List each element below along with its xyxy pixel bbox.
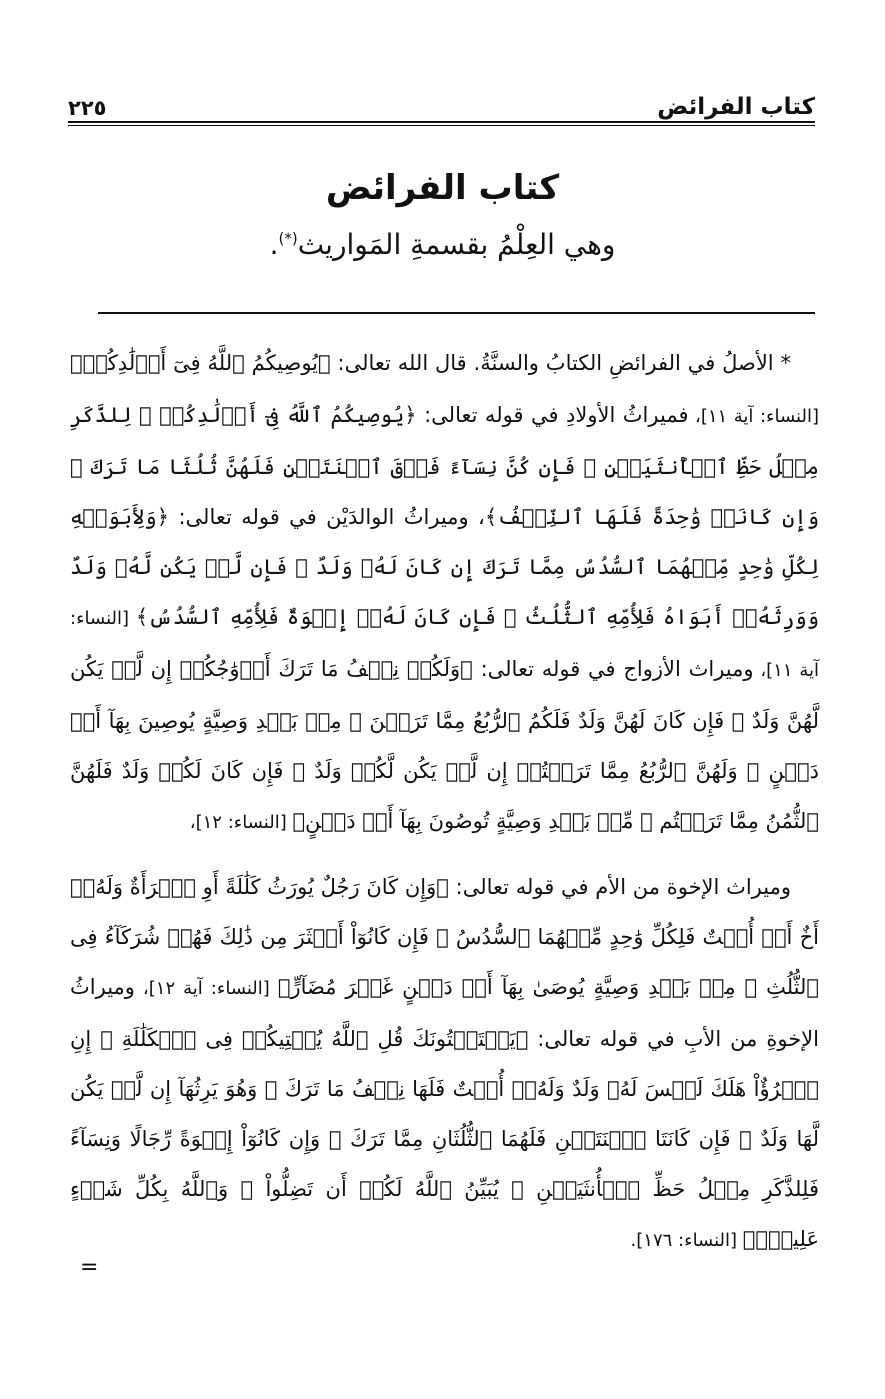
- verse-reference: [النساء: ١٢]،: [189, 812, 293, 833]
- paragraph-text: وميراث الإخوة من الأم في قوله تعالى:: [448, 875, 791, 899]
- running-title: كتاب الفرائض: [657, 94, 815, 120]
- paragraph: [70, 862, 819, 1266]
- quran-verse: ﴿وَإِن كَانَ رَجُلٌ يُورَثُ كَلَٰلَةً أَوِ ٱمۡرَأَةٌ وَلَهُۥٓ أَخٌ أَوۡ أُخۡتٌ فَلِكُلِّ وَٰحِدٍ مِّنۡهُمَا ٱلسُّدُسُ ۚ فَإِن كَانُوٓاْ أَكۡثَرَ مِن ذَٰلِكَ فَهُمۡ شُرَكَآءُ فِى ٱلثُّلُثِ ۚ مِنۢ بَعۡدِ وَصِيَّةٍ يُوصَىٰ بِهَآ أَوۡ دَيۡنٍ غَيۡرَ مُضَآرٍّ﴾: [70, 875, 820, 999]
- chapter-subtitle-text: وهي العِلْمُ بقسمةِ المَواريث: [297, 228, 616, 261]
- chapter-subtitle: وهي العِلْمُ بقسمةِ المَواريث(*).: [269, 228, 616, 261]
- paragraph: [70, 338, 819, 848]
- running-header: [68, 88, 815, 120]
- quran-verse: ﴿يُوصِيكُمُ ٱللَّهُ فِىٓ أَوۡلَٰدِكُمۡ ۖ لِلذَّكَرِ مِثۡلُ حَظِّ ٱلۡأُنثَيَيۡنِ ۚ فَإِن كُنَّ نِسَآءً فَوۡقَ ٱثۡنَتَيۡنِ فَلَهُنَّ ثُلُثَا مَا تَرَكَ ۖ وَإِن كَانَتۡ وَٰحِدَةً فَلَهَا ٱلنِّصۡفُ﴾: [70, 403, 820, 529]
- title-rule: [98, 312, 815, 314]
- body-text: [70, 338, 819, 1266]
- header-rule: [68, 121, 815, 123]
- quran-verse: ﴿يُوصِيكُمُ ٱللَّهُ فِىٓ أَوۡلَٰدِكُمۡ﴾: [70, 351, 331, 375]
- verse-reference: [النساء: ١٧٦].: [630, 1230, 743, 1251]
- header-rule-thin: [68, 125, 815, 126]
- quran-verse: ﴿وَلَكُمۡ نِصۡفُ مَا تَرَكَ أَزۡوَٰجُكُمۡ إِن لَّمۡ يَكُن لَّهُنَّ وَلَدٌ ۚ فَإِن كَانَ لَهُنَّ وَلَدٌ فَلَكُمُ ٱلرُّبُعُ مِمَّا تَرَكۡنَ ۚ مِنۢ بَعۡدِ وَصِيَّةٍ يُوصِينَ بِهَآ أَوۡ دَيۡنٍ ۚ وَلَهُنَّ ٱلرُّبُعُ مِمَّا تَرَكۡتُمۡ إِن لَّمۡ يَكُن لَّكُمۡ وَلَدٌ ۚ فَإِن كَانَ لَكُمۡ وَلَدٌ فَلَهُنَّ ٱلثُّمُنُ مِمَّا تَرَكۡتُم ۚ مِّنۢ بَعۡدِ وَصِيَّةٍ تُوصُونَ بِهَآ أَوۡ دَيۡنٍ﴾: [70, 657, 819, 833]
- verse-reference: [النساء: آية ١١]،: [688, 406, 819, 427]
- paragraph-text: * الأصلُ في الفرائضِ الكتابُ والسنَّةُ. قال الله تعالى:: [330, 351, 791, 375]
- quran-verse: ﴿وَلِأَبَوَيۡهِ لِكُلِّ وَٰحِدٍ مِّنۡهُمَا ٱلسُّدُسُ مِمَّا تَرَكَ إِن كَانَ لَهُۥ وَلَدٌ ۚ فَإِن لَّمۡ يَكُن لَّهُۥ وَلَدٌ وَوَرِثَهُۥٓ أَبَوَاهُ فَلِأُمِّهِ ٱلثُّلُثُ ۚ فَإِن كَانَ لَهُۥٓ إِخۡوَةٌ فَلِأُمِّهِ ٱلسُّدُسُ﴾: [70, 505, 820, 629]
- page-number: ٢٢٥: [68, 96, 107, 120]
- footnote-marker: (*): [278, 229, 298, 248]
- quran-verse: ﴿يَسۡتَفۡتُونَكَ قُلِ ٱللَّهُ يُفۡتِيكُمۡ فِى ٱلۡكَلَٰلَةِ ۚ إِنِ ٱمۡرُؤٌاْ هَلَكَ لَيۡسَ لَهُۥ وَلَدٌ وَلَهُۥٓ أُخۡتٌ فَلَهَا نِصۡفُ مَا تَرَكَ ۚ وَهُوَ يَرِثُهَآ إِن لَّمۡ يَكُن لَّهَا وَلَدٌ ۚ فَإِن كَانَتَا ٱثۡنَتَيۡنِ فَلَهُمَا ٱلثُّلُثَانِ مِمَّا تَرَكَ ۚ وَإِن كَانُوٓاْ إِخۡوَةً رِّجَالًا وَنِسَآءً فَلِلذَّكَرِ مِثۡلُ حَظِّ ٱلۡأُنثَيَيۡنِ ۗ يُبَيِّنُ ٱللَّهُ لَكُمۡ أَن تَضِلُّواْ ۗ وَٱللَّهُ بِكُلِّ شَىۡءٍ عَلِيمٌۢ﴾: [70, 1027, 820, 1251]
- chapter-title: كتاب الفرائض: [325, 168, 560, 208]
- verse-reference: [النساء: آية ١٢]،: [134, 978, 278, 999]
- paragraph-text: وميراثُ الإخوةِ من الأبِ في قوله تعالى:: [70, 975, 819, 1051]
- verse-reference: [النساء: آية ١١]،: [70, 608, 819, 681]
- paragraph-text: وميراث الأزواج في قوله تعالى:: [472, 657, 754, 681]
- paragraph-text: ، وميراثُ الوالدَيْن في قوله تعالى:: [169, 505, 485, 529]
- paragraph-text: فميراثُ الأولادِ في قوله تعالى:: [416, 403, 689, 427]
- continuation-mark: =: [80, 1255, 99, 1280]
